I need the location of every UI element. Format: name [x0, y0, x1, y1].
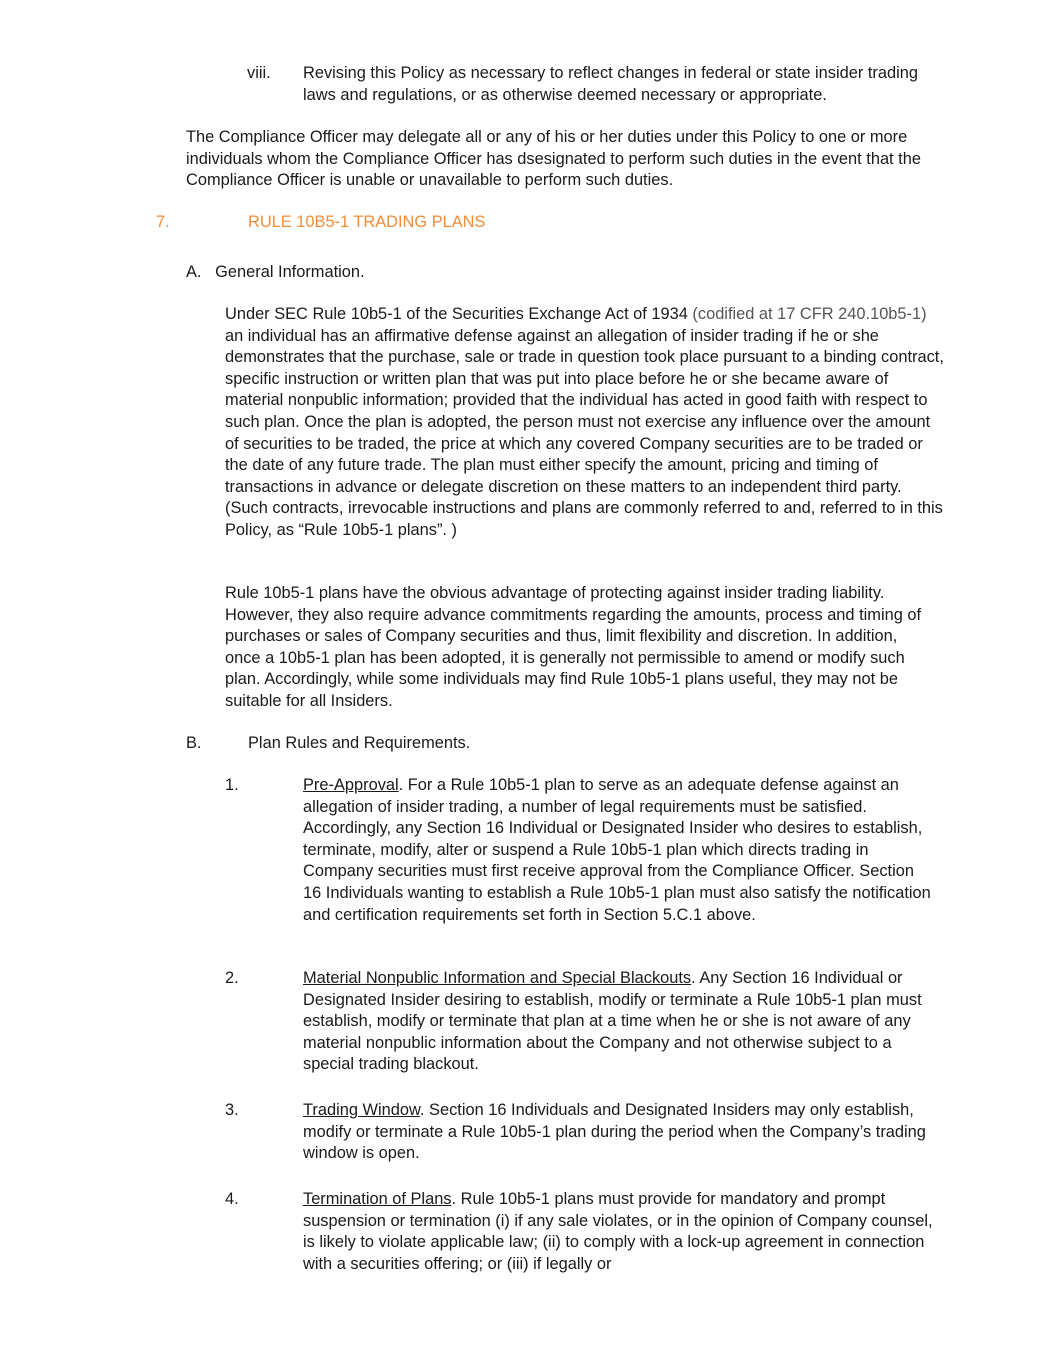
section-number: 7.	[156, 213, 170, 231]
rule-item-number: 3.	[225, 1101, 239, 1119]
rule-item-number: 2.	[225, 969, 239, 987]
section-title: RULE 10B5-1 TRADING PLANS	[248, 213, 486, 231]
rule-item-title: Material Nonpublic Information and Special Blackouts	[303, 969, 692, 987]
list-item-number: viii.	[247, 64, 271, 82]
general-info-paragraph	[225, 304, 945, 542]
para1-after: an individual has an affirmative defense against an allegation of insider trading if he or she demonstrates that the purchase, sale or trade in question took place pursuant to a binding contract, specific instruction or written plan that was put into place before he or she became aware of material nonpublic information; provided that the individual has acted in good faith with respect to such plan. Once the plan is adopted, the person must not exercise any influence over the amount of securities to be traded, the price at which any covered Company securities are to be traded or the date of any future trade. The plan must either specify the amount, pricing and timing of transactions in advance or delegate discretion on these matters to an independent third party. (Such contracts, irrevocable instructions and plans are commonly referred to and, referred to in this Policy, as “Rule 10b5-1 plans”. )	[225, 326, 944, 539]
rule-item-title: Trading Window	[303, 1101, 420, 1119]
subsection-b-letter: B.	[186, 734, 202, 752]
rule-item-material-nonpublic	[303, 968, 933, 1076]
rule-item-body: . For a Rule 10b5-1 plan to serve as an adequate defense against an allegation of insider trading, a number of legal requirements must be satisfied. Accordingly, any Section 16 Individual or Designated Insider who desires to establish, terminate, modify, alter or suspend a Rule 10b5-1 plan which directs trading in Company securities must first receive approval from the Compliance Officer. Section 16 Individuals wanting to establish a Rule 10b5-1 plan must also satisfy the notification and certification requirements set forth in Section 5.C.1 above.	[303, 776, 931, 924]
delegation-paragraph: The Compliance Officer may delegate all or any of his or her duties under this Policy to one or more individuals whom the Compliance Officer has dsesignated to perform such duties in the event that the Compliance Officer is unable or unavailable to perform such duties.	[186, 128, 921, 190]
subsection-a-heading: A. General Information.	[186, 263, 365, 281]
list-item-text: Revising this Policy as necessary to reflect changes in federal or state insider trading laws and regulations, or as otherwise deemed necessary or appropriate.	[303, 64, 918, 104]
rule-item-pre-approval	[303, 775, 933, 926]
subsection-b-heading: Plan Rules and Requirements.	[248, 734, 471, 752]
rule-item-body: . Section 16 Individuals and Designated Insiders may only establish, modify or terminate a Rule 10b5-1 plan during the period when the Company’s trading window is open.	[303, 1101, 926, 1163]
para1-before: Under SEC Rule 10b5-1 of the Securities Exchange Act of 1934	[225, 305, 693, 323]
rule-item-trading-window	[303, 1100, 933, 1165]
rule-item-termination	[303, 1189, 933, 1275]
rule-item-number: 4.	[225, 1190, 239, 1208]
codified-reference: (codified at 17 CFR 240.10b5-1)	[692, 305, 927, 323]
rule-item-title: Pre-Approval	[303, 776, 399, 794]
rule-item-body: . Rule 10b5-1 plans must provide for mandatory and prompt suspension or termination (i) if any sale violates, or in the opinion of Company counsel, is likely to violate applicable law; (ii) to comply with a lock-up agreement in connection with a securities offering; or (iii) if legally or	[303, 1190, 933, 1273]
rule-item-number: 1.	[225, 776, 239, 794]
rule-item-body: . Any Section 16 Individual or Designated Insider desiring to establish, modify or terminate a Rule 10b5-1 plan must establish, modify or terminate that plan at a time when he or she is not aware of any material nonpublic information about the Company and not otherwise subject to a special trading blackout.	[303, 969, 922, 1074]
rule-item-title: Termination of Plans	[303, 1190, 452, 1208]
advantages-paragraph: Rule 10b5-1 plans have the obvious advantage of protecting against insider trading liability. However, they also require advance commitments regarding the amounts, process and timing of purchases or sales of Company securities and thus, limit flexibility and discretion. In addition, once a 10b5-1 plan has been adopted, it is generally not permissible to amend or modify such plan. Accordingly, while some individuals may find Rule 10b5-1 plans useful, they may not be suitable for all Insiders.	[225, 584, 922, 710]
